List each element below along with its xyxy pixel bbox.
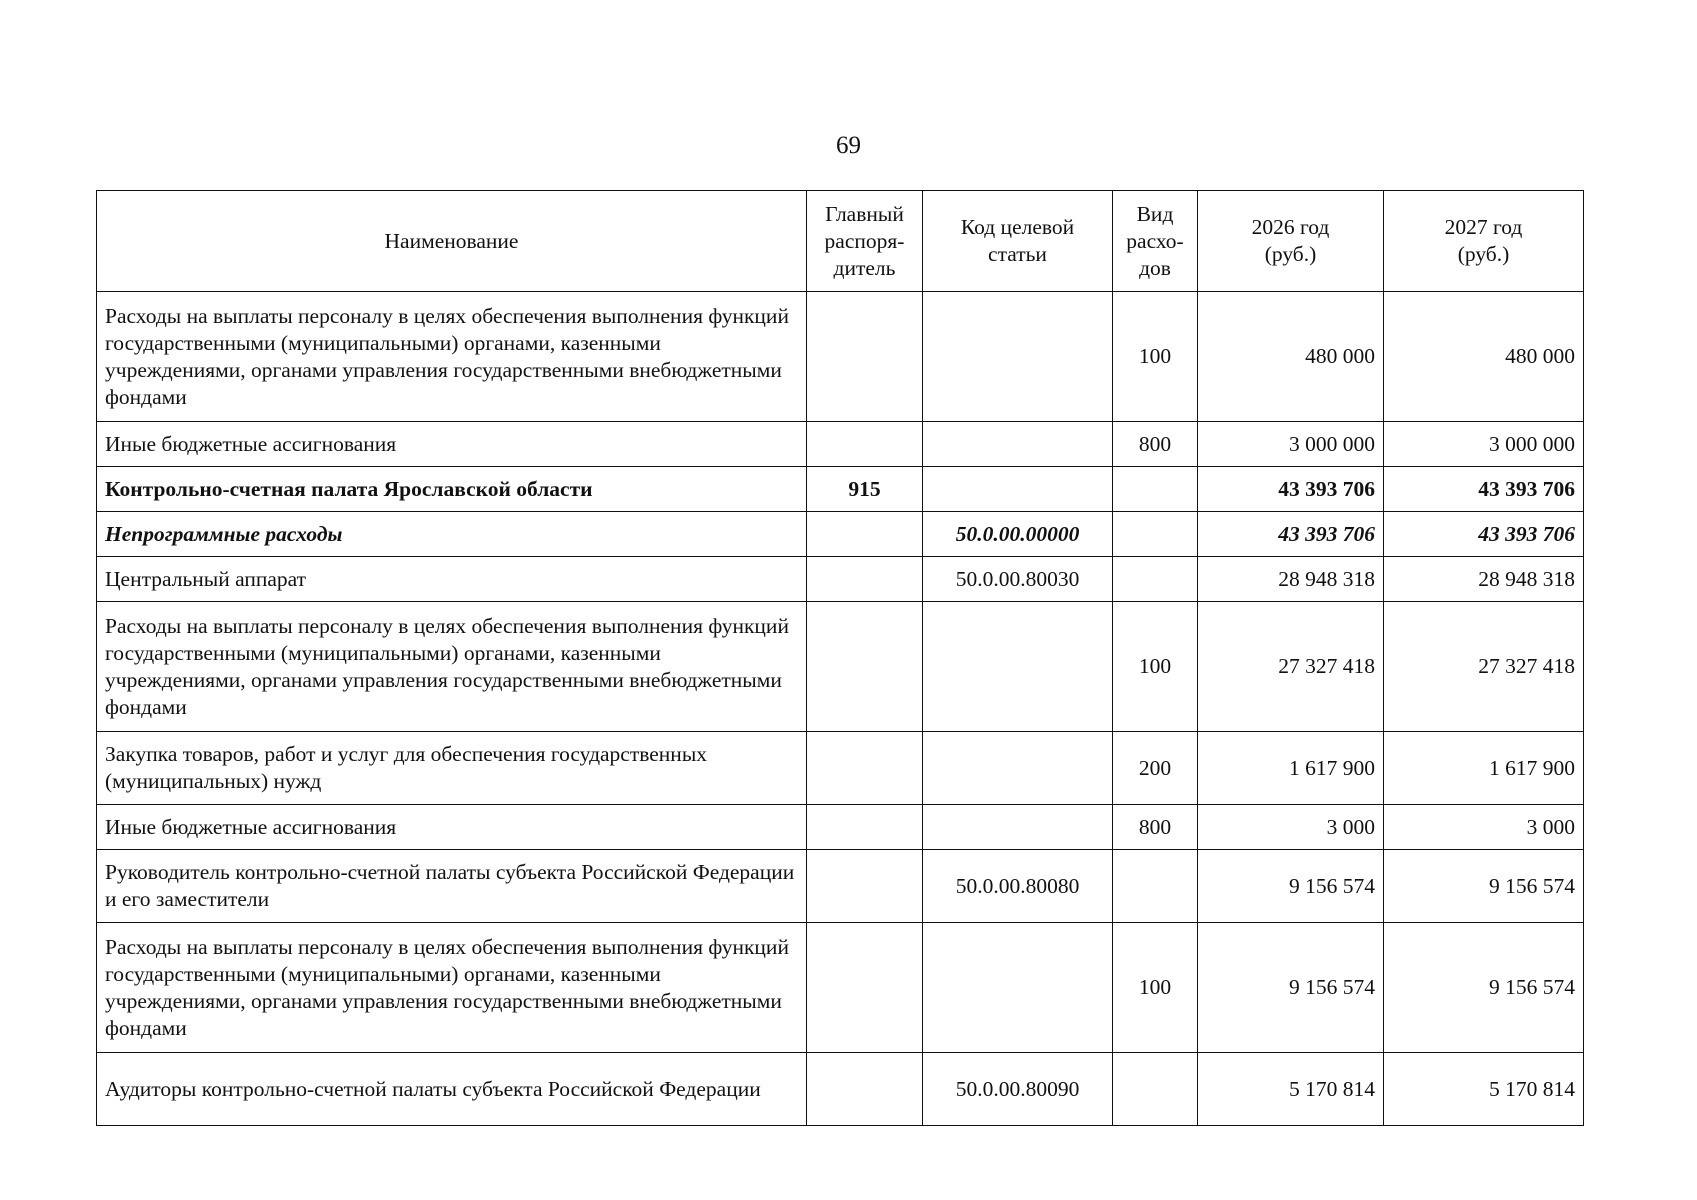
table-row	[97, 512, 1584, 557]
cell-code: 50.0.00.80080	[923, 850, 1113, 923]
cell-2026: 3 000 000	[1198, 422, 1384, 467]
cell-manager	[807, 732, 923, 805]
cell-manager	[807, 512, 923, 557]
cell-name: Аудиторы контрольно-счетной палаты субъекта Российской Федерации	[97, 1053, 807, 1126]
cell-manager	[807, 850, 923, 923]
cell-manager	[807, 1053, 923, 1126]
cell-2026: 43 393 706	[1198, 512, 1384, 557]
cell-name: Расходы на выплаты персоналу в целях обеспечения выполнения функций государственными (муниципальными) органами, казенными учреждениями, органами управления государственными внебюджетными фондами	[97, 292, 807, 422]
cell-code	[923, 923, 1113, 1053]
cell-manager	[807, 923, 923, 1053]
cell-code	[923, 602, 1113, 732]
cell-manager	[807, 557, 923, 602]
cell-name: Непрограммные расходы	[97, 512, 807, 557]
cell-code: 50.0.00.80090	[923, 1053, 1113, 1126]
cell-2026: 3 000	[1198, 805, 1384, 850]
cell-type	[1113, 512, 1198, 557]
cell-name: Расходы на выплаты персоналу в целях обеспечения выполнения функций государственными (муниципальными) органами, казенными учреждениями, органами управления государственными внебюджетными фондами	[97, 923, 807, 1053]
header-name: Наименование	[97, 191, 807, 292]
cell-code	[923, 422, 1113, 467]
cell-2026: 5 170 814	[1198, 1053, 1384, 1126]
cell-type	[1113, 467, 1198, 512]
cell-2026: 43 393 706	[1198, 467, 1384, 512]
cell-code: 50.0.00.80030	[923, 557, 1113, 602]
page-number: 69	[836, 132, 861, 159]
cell-type: 100	[1113, 292, 1198, 422]
cell-manager	[807, 422, 923, 467]
cell-manager	[807, 602, 923, 732]
cell-type: 100	[1113, 602, 1198, 732]
header-type: Вид расхо- дов	[1113, 191, 1198, 292]
table-row	[97, 602, 1584, 732]
table-row	[97, 850, 1584, 923]
cell-2027: 1 617 900	[1384, 732, 1584, 805]
cell-name: Закупка товаров, работ и услуг для обеспечения государственных (муниципальных) нужд	[97, 732, 807, 805]
header-code: Код целевой статьи	[923, 191, 1113, 292]
cell-2027: 9 156 574	[1384, 923, 1584, 1053]
cell-manager	[807, 805, 923, 850]
table-row	[97, 422, 1584, 467]
cell-name: Контрольно-счетная палата Ярославской области	[97, 467, 807, 512]
header-manager: Главный распоря- дитель	[807, 191, 923, 292]
table-header-row	[97, 191, 1584, 292]
cell-code: 50.0.00.00000	[923, 512, 1113, 557]
cell-code	[923, 467, 1113, 512]
cell-manager	[807, 292, 923, 422]
cell-2026: 480 000	[1198, 292, 1384, 422]
cell-2027: 27 327 418	[1384, 602, 1584, 732]
cell-2027: 28 948 318	[1384, 557, 1584, 602]
cell-2026: 27 327 418	[1198, 602, 1384, 732]
cell-2027: 43 393 706	[1384, 512, 1584, 557]
cell-type: 200	[1113, 732, 1198, 805]
table-row	[97, 557, 1584, 602]
cell-2026: 1 617 900	[1198, 732, 1384, 805]
table-row	[97, 732, 1584, 805]
cell-manager: 915	[807, 467, 923, 512]
cell-type	[1113, 1053, 1198, 1126]
table-row	[97, 467, 1584, 512]
budget-table	[96, 190, 1584, 1126]
cell-2027: 480 000	[1384, 292, 1584, 422]
cell-2027: 9 156 574	[1384, 850, 1584, 923]
cell-2026: 9 156 574	[1198, 850, 1384, 923]
cell-name: Расходы на выплаты персоналу в целях обеспечения выполнения функций государственными (муниципальными) органами, казенными учреждениями, органами управления государственными внебюджетными фондами	[97, 602, 807, 732]
cell-2026: 28 948 318	[1198, 557, 1384, 602]
cell-2027: 3 000 000	[1384, 422, 1584, 467]
cell-type	[1113, 557, 1198, 602]
cell-type: 800	[1113, 805, 1198, 850]
table-row	[97, 292, 1584, 422]
header-2026: 2026 год (руб.)	[1198, 191, 1384, 292]
cell-code	[923, 805, 1113, 850]
table-row	[97, 1053, 1584, 1126]
header-2027: 2027 год (руб.)	[1384, 191, 1584, 292]
cell-code	[923, 732, 1113, 805]
table-row	[97, 923, 1584, 1053]
cell-2027: 5 170 814	[1384, 1053, 1584, 1126]
cell-code	[923, 292, 1113, 422]
cell-name: Иные бюджетные ассигнования	[97, 422, 807, 467]
cell-2026: 9 156 574	[1198, 923, 1384, 1053]
cell-2027: 43 393 706	[1384, 467, 1584, 512]
cell-2027: 3 000	[1384, 805, 1584, 850]
cell-name: Иные бюджетные ассигнования	[97, 805, 807, 850]
table-row	[97, 805, 1584, 850]
cell-type: 100	[1113, 923, 1198, 1053]
cell-name: Руководитель контрольно-счетной палаты субъекта Российской Федерации и его заместители	[97, 850, 807, 923]
cell-type	[1113, 850, 1198, 923]
cell-type: 800	[1113, 422, 1198, 467]
cell-name: Центральный аппарат	[97, 557, 807, 602]
